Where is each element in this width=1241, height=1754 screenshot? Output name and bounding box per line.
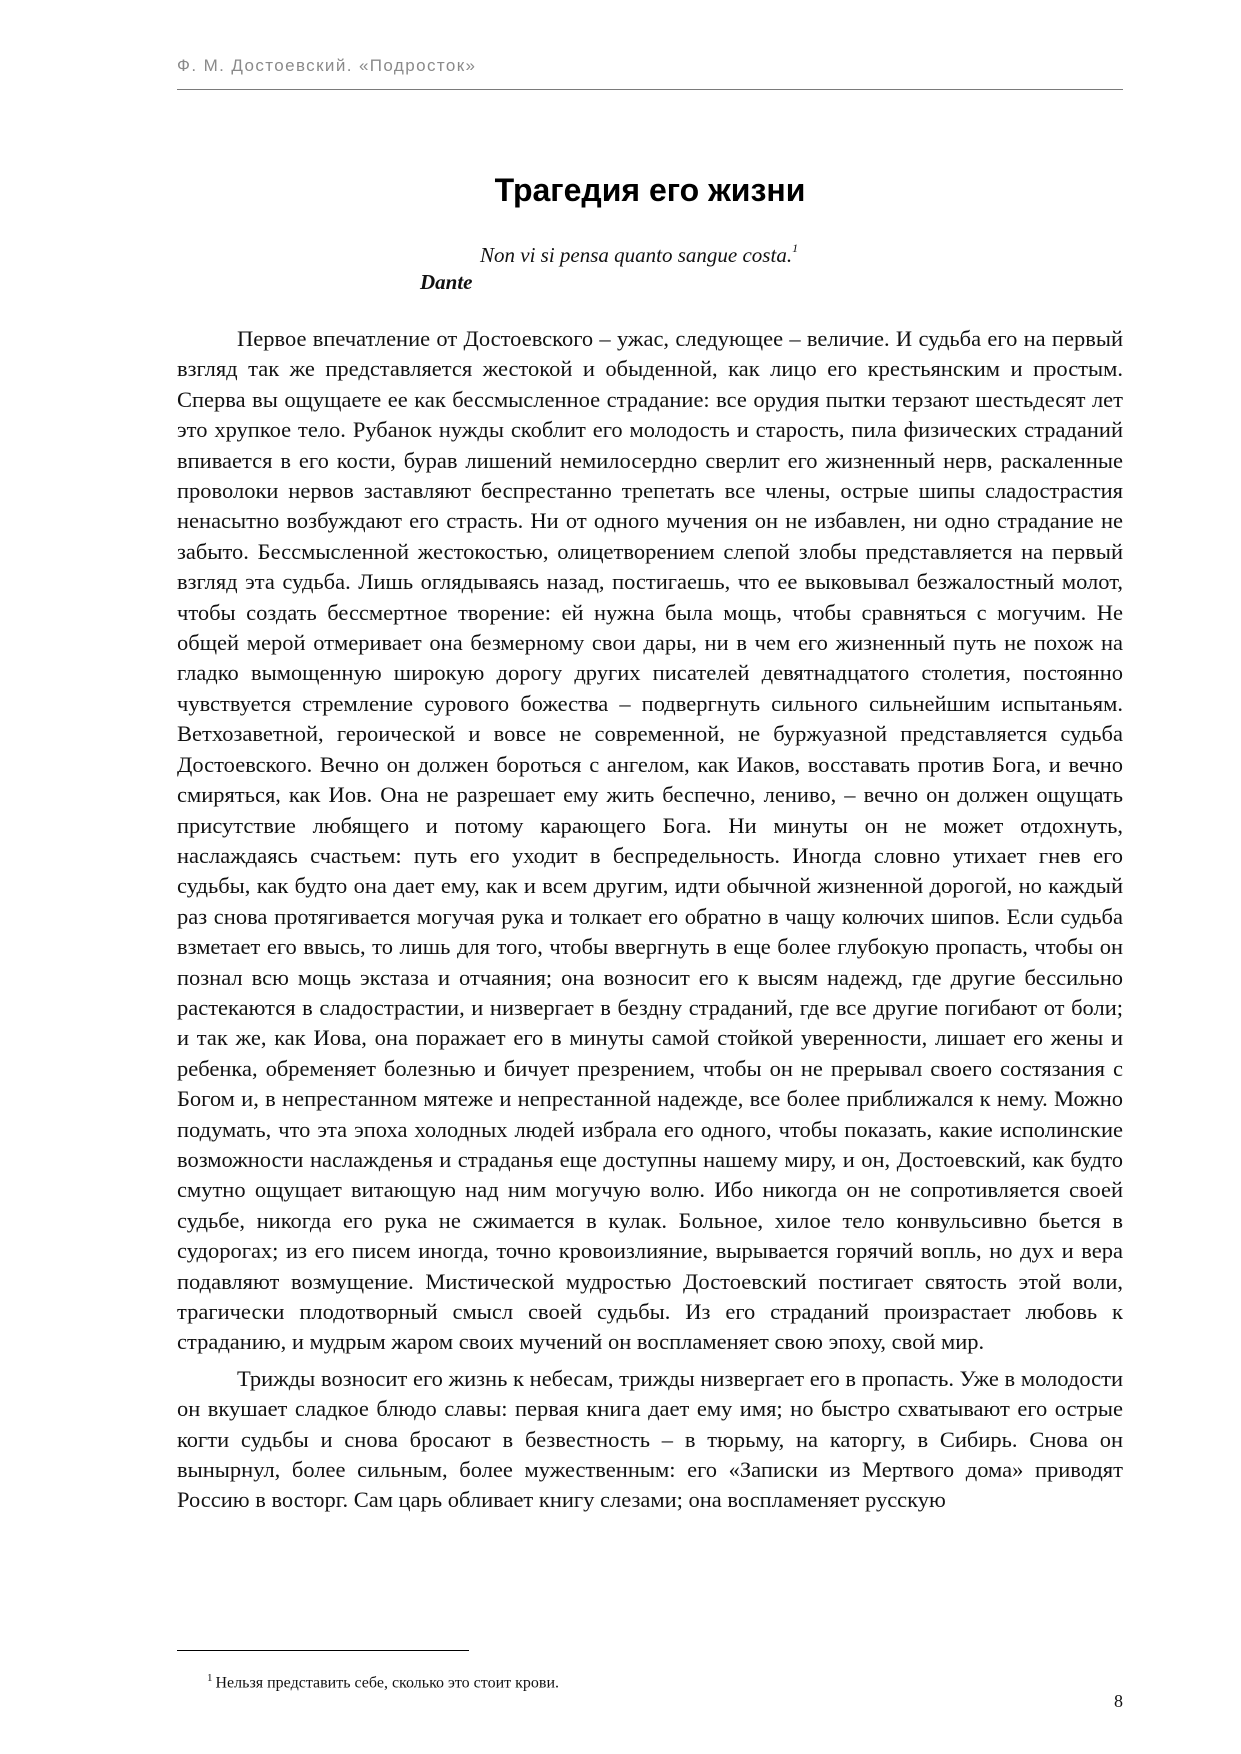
epigraph-text: Non vi si pensa quanto sangue costa.: [480, 243, 793, 267]
footnote: [207, 1672, 559, 1692]
epigraph-author: Dante: [420, 270, 473, 294]
chapter-title: Трагедия его жизни: [494, 172, 806, 208]
footnote-divider: [177, 1650, 469, 1651]
footnote-mark: 1: [207, 1672, 213, 1684]
running-header: Ф. М. Достоевский. «Подросток»: [177, 56, 477, 75]
paragraph: Первое впечатление от Достоевского – ужас, следующее – величие. И судьба его на первый взгляд так же представляется жестокой и обыденной, как лицо его крестьянским и простым. Сперва вы ощущаете ее как бессмысленное страдание: все орудия пытки терзают шестьдесят лет это хрупкое тело. Рубанок нужды скоблит его молодость и старость, пила физических страданий впивается в его кости, бурав лишений немилосердно сверлит его жизненный нерв, раскаленные проволоки нервов заставляют беспрестанно трепетать все члены, острые шипы сладострастия ненасытно возбуждают его страсть. Ни от одного мучения он не избавлен, ни одно страдание не забыто. Бессмысленной жестокостью, олицетворением слепой злобы представляется на первый взгляд эта судьба. Лишь оглядываясь назад, постигаешь, что ее выковывал безжалостный молот, чтобы создать бессмертное творение: ей нужна была мощь, чтобы сравняться с могучим. Не общей мерой отмеривает она безмерному свои дары, ни в чем его жизненный путь не похож на гладко вымощенную широкую дорогу других писателей девятнадцатого столетия, постоянно чувствуется стремление сурового божества – подвергнуть сильного сильнейшим испытаньям. Ветхозаветной, героической и вовсе не современной, не буржуазной представляется судьба Достоевского. Вечно он должен бороться с ангелом, как Иаков, восставать против Бога, и вечно смиряться, как Иов. Она не разрешает ему жить беспечно, лениво, – вечно он должен ощущать присутствие любящего и потому карающего Бога. Ни минуты он не может отдохнуть, наслаждаясь счастьем: путь его уходит в беспредельность. Иногда словно утихает гнев его судьбы, как будто она дает ему, как и всем другим, идти обычной жизненной дорогой, но каждый раз снова протягивается могучая рука и толкает его обратно в чащу колючих шипов. Если судьба взметает его ввысь, то лишь для того, чтобы ввергнуть в еще более глубокую пропасть, чтобы он познал всю мощь экстаза и отчаяния; она возносит его к высям надежд, где другие бессильно растекаются в сладострастии, и низвергает в бездну страданий, где все другие погибают от боли; и так же, как Иова, она поражает его в минуты самой стойкой уверенности, лишает его жены и ребенка, обременяет болезнью и бичует презрением, чтобы он не прерывал своего состязания с Богом и, в непрестанном мятеже и непрестанной надежде, все более приближался к нему. Можно подумать, что эта эпоха холодных людей избрала его одного, чтобы показать, какие исполинские возможности наслажденья и страданья еще доступны нашему миру, и он, Достоевский, как будто смутно ощущает витающую над ним могучую волю. Ибо никогда он не сопротивляется своей судьбе, никогда его рука не сжимается в кулак. Больное, хилое тело конвульсивно бьется в судорогах; из его писем иногда, точно кровоизлияние, вырывается горячий вопль, но дух и вера подавляют возмущение. Мистической мудростью Достоевский постигает святость этой воли, трагически плодотворный смысл своей судьбы. Из его страданий произрастает любовь к страданию, и мудрым жаром своих мучений он воспламеняет свою эпоху, свой мир.: [177, 326, 1123, 1355]
epigraph-quote: [480, 243, 798, 268]
epigraph-footnote-mark: 1: [792, 241, 799, 255]
header-divider: [177, 89, 1123, 90]
footnote-text: Нельзя представить себе, сколько это стоит крови.: [215, 1674, 560, 1692]
body-text: [177, 324, 1123, 1522]
page-number: 8: [1114, 1691, 1123, 1711]
paragraph: Трижды возносит его жизнь к небесам, трижды низвергает его в пропасть. Уже в молодости он вкушает сладкое блюдо славы: первая книга дает ему имя; но быстро схватывают его острые когти судьбы и снова бросают в безвестность – в тюрьму, на каторгу, в Сибирь. Снова он вынырнул, более сильным, более мужественным: его «Записки из Мертвого дома» приводят Россию в восторг. Сам царь обливает книгу слезами; она воспламеняет русскую: [177, 1365, 1123, 1513]
